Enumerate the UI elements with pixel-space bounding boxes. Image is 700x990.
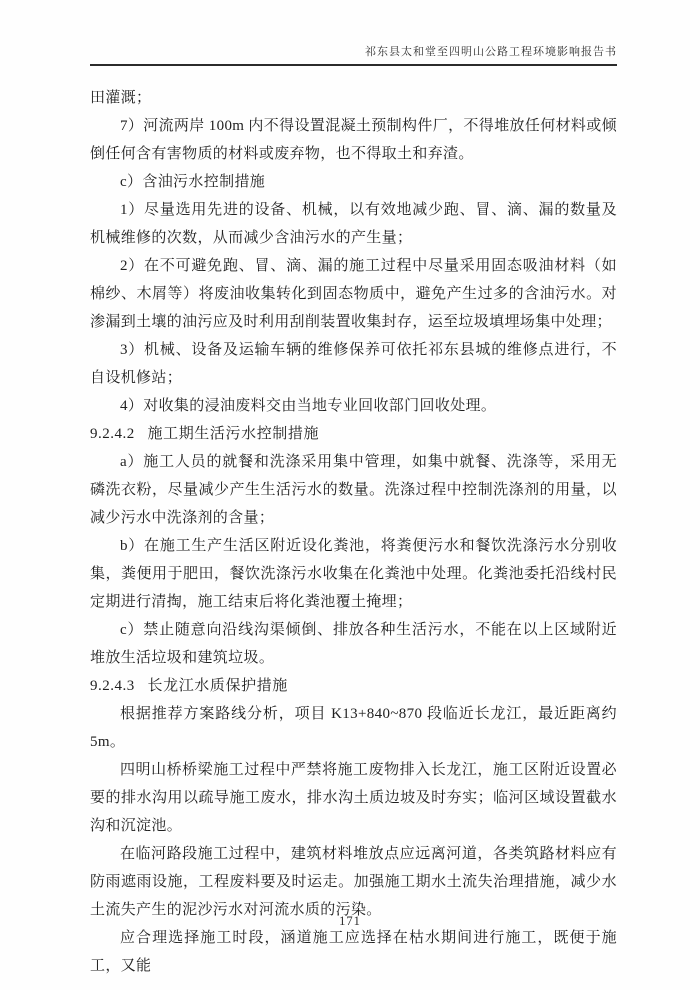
section-number: 9.2.4.3 [90, 678, 135, 694]
paragraph: 田灌溉； [90, 90, 152, 106]
section-heading [90, 672, 617, 700]
page-header [90, 44, 617, 66]
paragraph: 3）机械、设备及运输车辆的维修保养可依托祁东县城的维修点进行，不自设机修站； [90, 342, 617, 386]
running-header-title: 祁东县太和堂至四明山公路工程环境影响报告书 [365, 46, 617, 58]
paragraph: 7）河流两岸 100m 内不得设置混凝土预制构件厂，不得堆放任何材料或倾倒任何含有害物质的材料或废弃物，也不得取土和弃渣。 [90, 118, 617, 162]
paragraph: 四明山桥桥梁施工过程中严禁将施工废物排入长龙江，施工区附近设置必要的排水沟用以疏导施工废水，排水沟土质边坡及时夯实；临河区域设置截水沟和沉淀池。 [90, 762, 617, 834]
header-rule [90, 64, 617, 66]
paragraph: c）禁止随意向沿线沟渠倾倒、排放各种生活污水，不能在以上区域附近堆放生活垃圾和建筑垃圾。 [90, 622, 617, 666]
paragraph: 4）对收集的浸油废料交由当地专业回收部门回收处理。 [120, 398, 497, 414]
paragraph: 在临河路段施工过程中，建筑材料堆放点应远离河道，各类筑路材料应有防雨遮雨设施，工程废料要及时运走。加强施工期水土流失治理措施，减少水土流失产生的泥沙污水对河流水质的污染。 [90, 846, 617, 918]
page-number: 171 [339, 914, 361, 928]
section-number: 9.2.4.2 [90, 426, 135, 442]
paragraph: a）施工人员的就餐和洗涤采用集中管理，如集中就餐、洗涤等，采用无磷洗衣粉，尽量减少产生生活污水的数量。洗涤过程中控制洗涤剂的用量，以减少污水中洗涤剂的含量； [90, 454, 617, 526]
paragraph: 2）在不可避免跑、冒、滴、漏的施工过程中尽量采用固态吸油材料（如棉纱、木屑等）将废油收集转化到固态物质中，避免产生过多的含油污水。对渗漏到土壤的油污应及时利用刮削装置收集封存，运至垃圾填埋场集中处理； [90, 258, 617, 330]
section-title: 施工期生活污水控制措施 [147, 426, 320, 442]
document-body [90, 84, 617, 980]
paragraph: 1）尽量选用先进的设备、机械，以有效地减少跑、冒、滴、漏的数量及机械维修的次数，从而减少含油污水的产生量； [90, 202, 617, 246]
section-title: 长龙江水质保护措施 [147, 678, 288, 694]
paragraph: c）含油污水控制措施 [120, 174, 266, 190]
paragraph: b）在施工生产生活区附近设化粪池，将粪便污水和餐饮洗涤污水分别收集，粪便用于肥田，餐饮洗涤污水收集在化粪池中处理。化粪池委托沿线村民定期进行清掏，施工结束后将化粪池覆土掩埋； [90, 538, 617, 610]
paragraph: 应合理选择施工时段，涵道施工应选择在枯水期间进行施工，既便于施工，又能 [90, 930, 617, 974]
section-heading [90, 420, 617, 448]
paragraph: 根据推荐方案路线分析，项目 K13+840~870 段临近长龙江，最近距离约 5m。 [90, 706, 617, 750]
page-footer [0, 912, 700, 930]
